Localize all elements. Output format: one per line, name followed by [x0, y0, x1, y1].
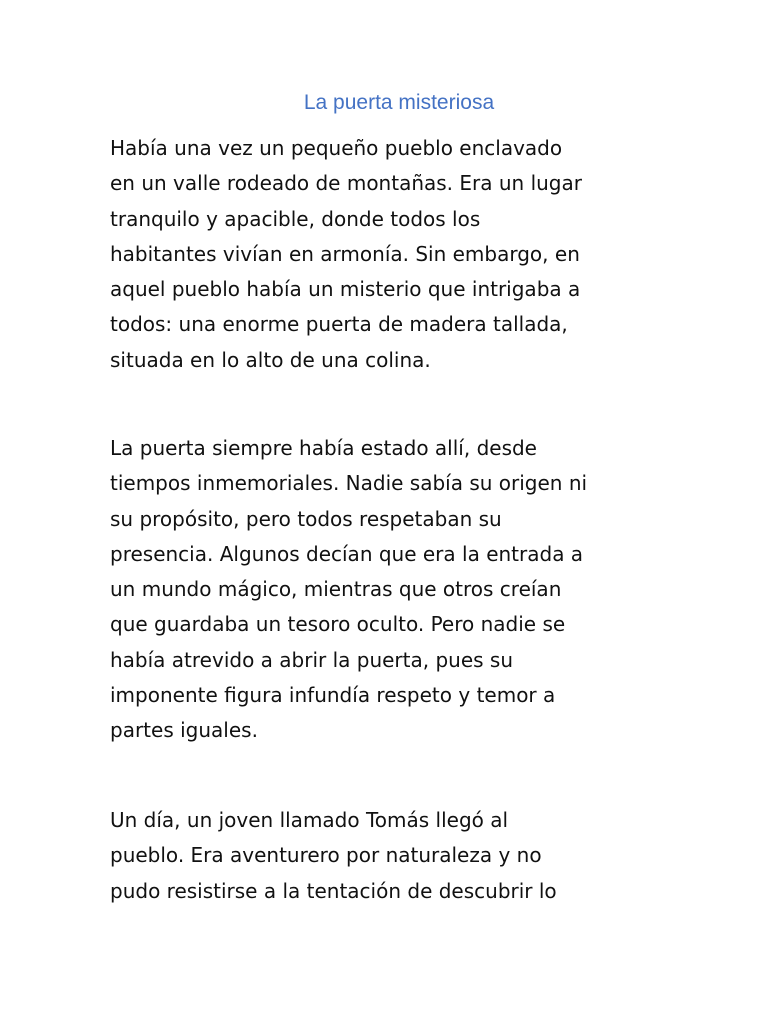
document-title: La puerta misteriosa	[303, 91, 495, 114]
text-line: tranquilo y apacible, donde todos los	[110, 206, 481, 231]
text-line: imponente figura infundía respeto y temor a	[110, 683, 556, 708]
text-line: presencia. Algunos decían que era la entrada a	[110, 541, 584, 566]
text-line: en un valle rodeado de montañas. Era un lugar	[110, 171, 582, 196]
paragraph-1	[110, 131, 680, 378]
text-line: todos: una enorme puerta de madera tallada,	[110, 312, 568, 337]
text-line: habitantes vivían en armonía. Sin embargo, en	[110, 241, 580, 266]
text-line: Había una vez un pequeño pueblo enclavado	[110, 136, 563, 160]
text-line: situada en lo alto de una colina.	[110, 347, 431, 372]
text-line: La puerta siempre había estado allí, desde	[110, 436, 537, 460]
text-line: que guardaba un tesoro oculto. Pero nadie se	[110, 612, 566, 637]
text-line: partes iguales.	[110, 718, 258, 743]
text-line: Un día, un joven llamado Tomás llegó al	[110, 808, 509, 832]
text-line: aquel pueblo había un misterio que intrigaba a	[110, 277, 581, 302]
text-line: su propósito, pero todos respetaban su	[110, 506, 502, 531]
text-line: había atrevido a abrir la puerta, pues su	[110, 647, 514, 672]
text-line: tiempos inmemoriales. Nadie sabía su origen ni	[110, 471, 588, 496]
text-line: pudo resistirse a la tentación de descubrir lo	[110, 878, 557, 903]
text-line: un mundo mágico, mientras que otros creían	[110, 577, 562, 602]
text-line: pueblo. Era aventurero por naturaleza y no	[110, 843, 542, 868]
paragraph-2	[110, 431, 680, 749]
paragraph-3	[110, 803, 680, 909]
